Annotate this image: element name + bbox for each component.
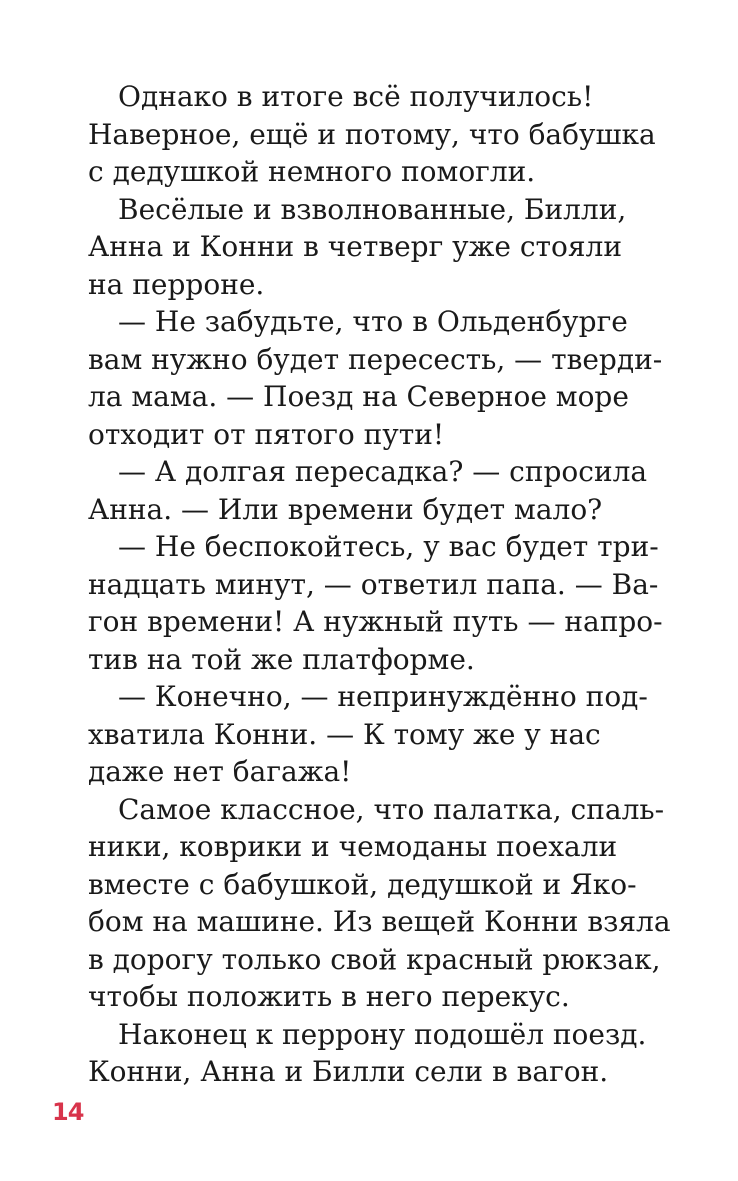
text-line: вместе с бабушкой, дедушкой и Яко-	[88, 867, 637, 901]
text-line: бом на машине. Из вещей Конни взяла	[88, 905, 671, 938]
text-line: Анна и Конни в четверг уже стояли	[88, 230, 623, 263]
text-line: Анна. — Или времени будет мало?	[88, 492, 603, 526]
text-line: ла мама. — Поезд на Северное море	[88, 380, 629, 413]
paragraph	[88, 453, 648, 528]
text-line: — А долгая пересадка? — спросила	[118, 455, 648, 488]
text-line: даже нет багажа!	[88, 755, 352, 788]
text-line: в дорогу только свой красный рюкзак,	[88, 942, 661, 976]
text-line: с дедушкой немного помогли.	[88, 155, 536, 188]
paragraph	[88, 678, 648, 791]
text-line: — Не беспокойтесь, у вас будет три-	[118, 530, 659, 563]
text-line: вам нужно будет пересесть, — тверди-	[88, 342, 663, 376]
page-number: 14	[52, 1098, 84, 1126]
text-line: на перроне.	[88, 267, 265, 301]
paragraph	[88, 1016, 647, 1091]
text-line: Весёлые и взволнованные, Билли,	[118, 192, 627, 226]
paragraph	[88, 791, 671, 1016]
text-line: отходит от пятого пути!	[88, 417, 445, 451]
paragraph	[88, 191, 627, 304]
text-line: хватила Конни. — К тому же у нас	[88, 717, 601, 751]
text-line: Самое классное, что палатка, спаль-	[118, 792, 665, 826]
text-line: чтобы положить в него перекус.	[88, 980, 570, 1013]
text-line: Наконец к перрону подошёл поезд.	[118, 1017, 647, 1051]
text-line: гон времени! А нужный путь — напро-	[88, 605, 663, 638]
text-line: Конни, Анна и Билли сели в вагон.	[88, 1055, 609, 1088]
text-line: — Не забудьте, что в Ольденбурге	[118, 305, 628, 338]
text-line: — Конечно, — непринуждённо под-	[118, 680, 648, 713]
text-line: тив на той же платформе.	[88, 642, 475, 676]
book-page-text	[88, 78, 671, 1091]
text-line: Наверное, ещё и потому, что бабушка	[88, 117, 656, 151]
text-line: ники, коврики и чемоданы поехали	[88, 830, 618, 863]
text-line: надцать минут, — ответил папа. — Ва-	[88, 567, 659, 601]
text-line: Однако в итоге всё получилось!	[118, 80, 594, 113]
paragraph	[88, 303, 663, 453]
paragraph	[88, 528, 663, 678]
paragraph	[88, 78, 656, 191]
